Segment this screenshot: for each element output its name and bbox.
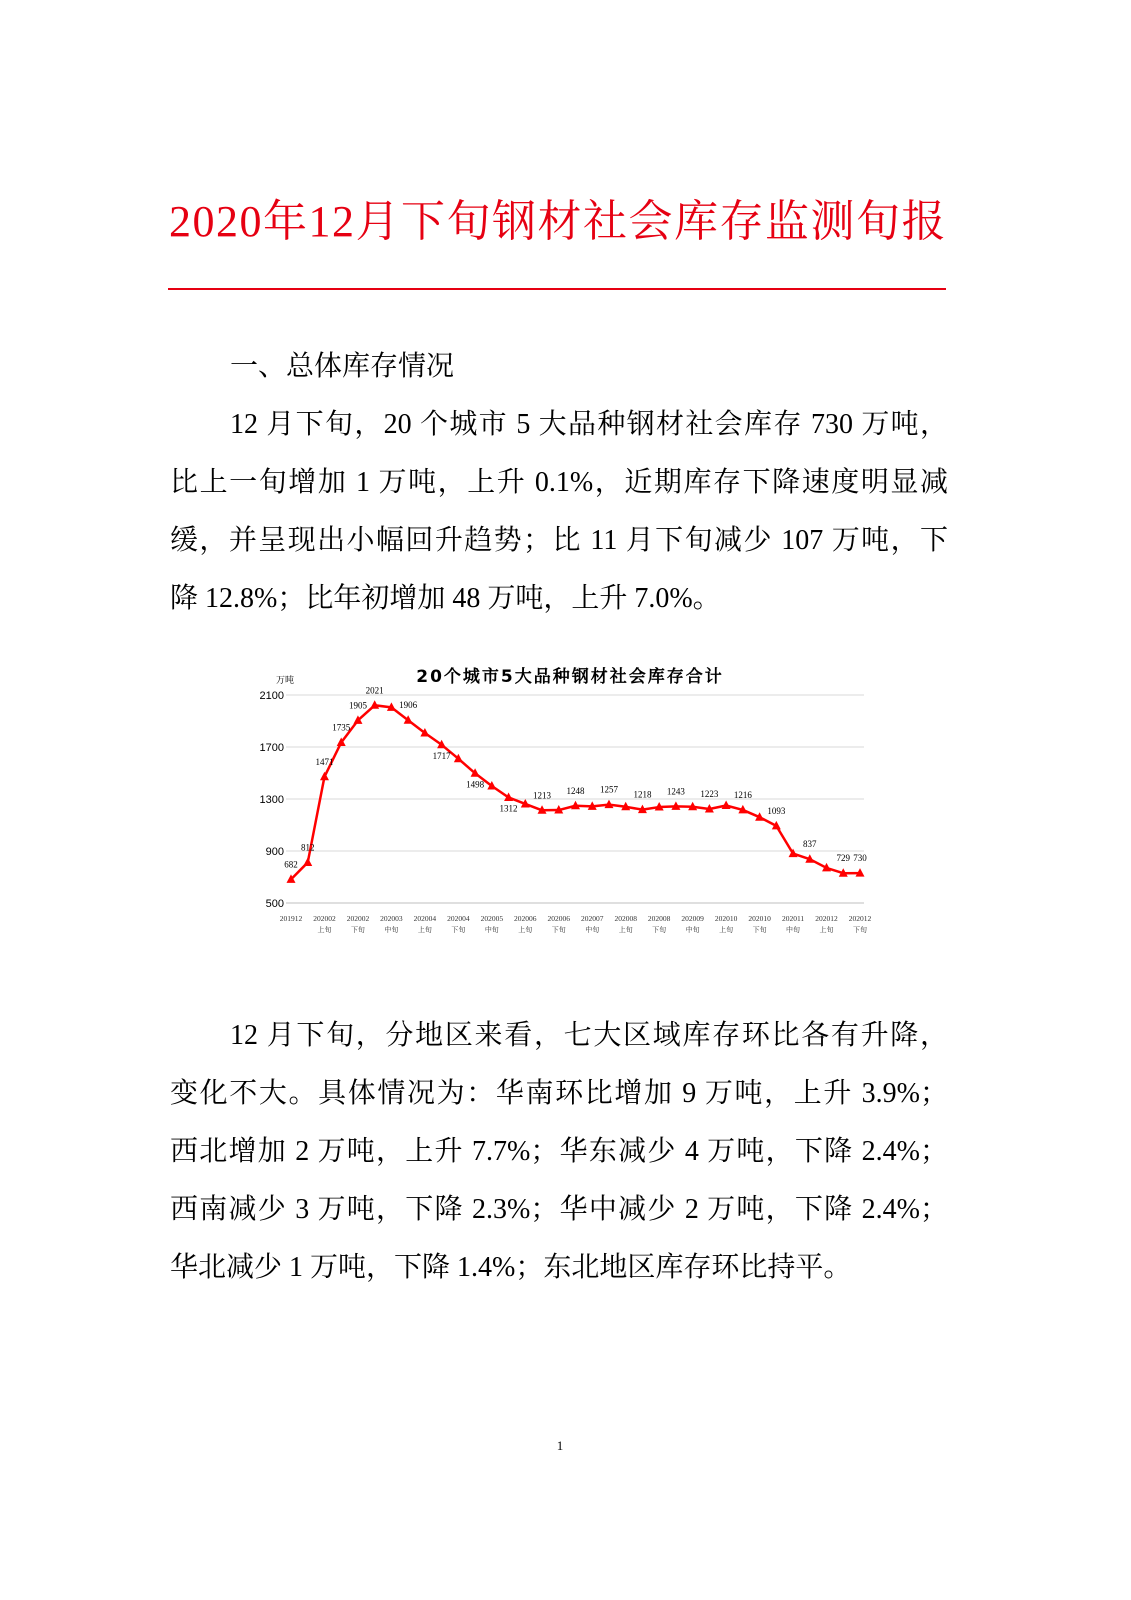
x-tick-label: 202010 xyxy=(748,914,771,923)
x-tick-sublabel: 下旬 xyxy=(350,926,365,934)
x-tick-sublabel: 中旬 xyxy=(585,926,600,934)
x-tick-sublabel: 下旬 xyxy=(652,926,667,934)
x-tick-sublabel: 中旬 xyxy=(786,926,801,934)
x-tick-label: 202006 xyxy=(547,914,571,923)
x-tick-sublabel: 上旬 xyxy=(417,926,432,934)
y-tick-label: 1300 xyxy=(259,794,284,806)
y-tick-label: 900 xyxy=(265,846,284,858)
data-label: 1498 xyxy=(466,779,485,790)
chart-title: 20个城市5大品种钢材社会库存合计 xyxy=(416,667,724,687)
x-tick-label: 202004 xyxy=(447,914,470,923)
x-tick-label: 202008 xyxy=(614,914,637,923)
section-heading: 一、总体库存情况 xyxy=(230,351,455,382)
x-tick-sublabel: 上旬 xyxy=(719,926,734,934)
paragraph-line: 西南减少 3 万吨，下降 2.3%；华中减少 2 万吨，下降 2.4%； xyxy=(170,1194,948,1225)
x-tick-label: 202002 xyxy=(346,914,370,923)
y-axis-unit-label: 万吨 xyxy=(275,676,295,686)
x-tick-sublabel: 上旬 xyxy=(317,926,332,934)
data-label: 1216 xyxy=(733,789,752,800)
data-label: 1243 xyxy=(666,786,685,797)
x-tick-label: 202002 xyxy=(313,914,336,923)
x-tick-sublabel: 中旬 xyxy=(484,926,499,934)
paragraph-line: 缓，并呈现出小幅回升趋势；比 11 月下旬减少 107 万吨，下 xyxy=(170,525,948,556)
title-divider xyxy=(168,288,946,290)
data-label: 1717 xyxy=(432,750,451,761)
y-tick-label: 2100 xyxy=(259,690,284,702)
x-tick-label: 202011 xyxy=(781,914,805,923)
paragraph-line: 变化不大。具体情况为：华南环比增加 9 万吨，上升 3.9%； xyxy=(170,1078,948,1109)
paragraph-line: 12 月下旬，分地区来看，七大区域库存环比各有升降， xyxy=(230,1020,948,1051)
x-tick-sublabel: 中旬 xyxy=(685,926,700,934)
y-tick-label: 500 xyxy=(265,898,284,910)
x-tick-label: 202008 xyxy=(647,914,671,923)
data-label: 1223 xyxy=(700,789,719,800)
page-number: 1 xyxy=(556,1438,564,1453)
x-tick-sublabel: 下旬 xyxy=(551,926,566,934)
section-overall-inventory xyxy=(170,338,948,628)
x-tick-sublabel: 下旬 xyxy=(853,926,867,934)
data-label: 1905 xyxy=(348,700,367,711)
data-label: 1906 xyxy=(399,700,418,711)
data-label: 2021 xyxy=(365,685,384,696)
data-label: 1218 xyxy=(633,789,652,800)
x-tick-sublabel: 下旬 xyxy=(752,926,767,934)
paragraph-line: 12 月下旬，20 个城市 5 大品种钢材社会库存 730 万吨， xyxy=(230,409,948,440)
data-label: 1213 xyxy=(533,790,552,801)
x-tick-label: 202005 xyxy=(480,914,504,923)
data-label-layer xyxy=(284,685,867,869)
x-tick-sublabel: 上旬 xyxy=(618,926,633,934)
x-tick-label: 202012 xyxy=(815,914,838,923)
x-tick-label: 202006 xyxy=(514,914,537,923)
y-tick-label: 1700 xyxy=(259,742,284,754)
data-label: 729 xyxy=(836,853,851,864)
x-tick-label: 202007 xyxy=(580,914,604,923)
x-tick-label: 202012 xyxy=(848,914,872,923)
data-label: 1735 xyxy=(332,722,351,733)
paragraph-line: 华北减少 1 万吨，下降 1.4%；东北地区库存环比持平。 xyxy=(170,1252,852,1283)
x-tick-label: 202003 xyxy=(380,914,403,923)
paragraph-line: 比上一旬增加 1 万吨，上升 0.1%，近期库存下降速度明显减 xyxy=(170,467,948,498)
x-tick-sublabel: 下旬 xyxy=(451,926,466,934)
x-tick-label: 202004 xyxy=(413,914,437,923)
x-tick-sublabel: 上旬 xyxy=(819,926,834,934)
data-label: 1471 xyxy=(315,756,334,767)
x-tick-label: 202009 xyxy=(681,914,704,923)
data-label: 812 xyxy=(300,842,315,853)
section-regional-inventory xyxy=(170,1007,948,1297)
data-label: 837 xyxy=(803,839,817,850)
data-label: 1093 xyxy=(767,805,786,816)
paragraph-line: 西北增加 2 万吨，上升 7.7%；华东减少 4 万吨，下降 2.4%； xyxy=(170,1136,948,1167)
data-label: 1248 xyxy=(566,785,585,796)
x-axis-labels xyxy=(280,914,872,934)
data-label: 1312 xyxy=(499,803,518,814)
inventory-line-chart xyxy=(255,660,885,940)
data-point-marker xyxy=(303,857,312,866)
x-tick-sublabel: 上旬 xyxy=(518,926,533,934)
data-point-marker xyxy=(722,801,731,810)
data-label: 1257 xyxy=(599,784,618,795)
report-title: 2020年12月下旬钢材社会库存监测旬报 xyxy=(169,197,947,246)
data-label: 730 xyxy=(853,853,867,864)
x-tick-label: 202010 xyxy=(714,914,738,923)
x-tick-sublabel: 中旬 xyxy=(384,926,399,934)
x-tick-label: 201912 xyxy=(279,914,303,923)
paragraph-line: 降 12.8%；比年初增加 48 万吨，上升 7.0%。 xyxy=(170,583,721,614)
chart-canvas xyxy=(255,660,885,940)
data-label: 682 xyxy=(284,859,298,870)
